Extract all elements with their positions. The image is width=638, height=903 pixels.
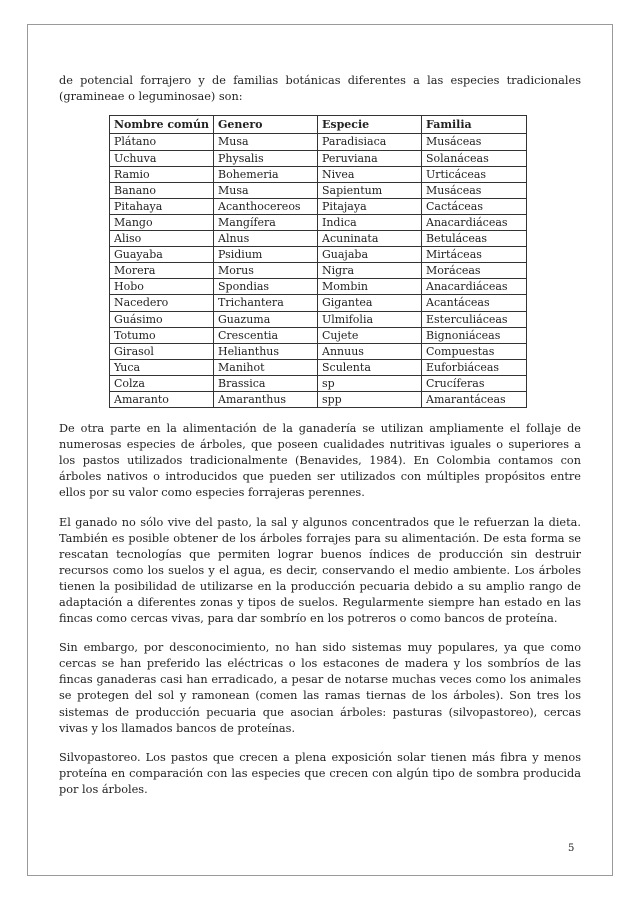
table-row [110, 391, 527, 407]
table-row [110, 343, 527, 359]
cell-genero: Alnus [214, 231, 318, 247]
cell-nombre-comun: Guayaba [110, 247, 214, 263]
cell-especie: Ulmifolia [318, 311, 422, 327]
cell-genero: Crescentia [214, 327, 318, 343]
table-row [110, 375, 527, 391]
cell-genero: Morus [214, 263, 318, 279]
cell-familia: Acantáceas [422, 295, 527, 311]
cell-nombre-comun: Plátano [110, 134, 214, 150]
cell-especie: Nigra [318, 263, 422, 279]
cell-familia: Euforbiáceas [422, 359, 527, 375]
cell-familia: Anacardiáceas [422, 279, 527, 295]
cell-genero: Trichantera [214, 295, 318, 311]
cell-familia: Amarantáceas [422, 391, 527, 407]
cell-especie: Mombin [318, 279, 422, 295]
cell-familia: Compuestas [422, 343, 527, 359]
cell-genero: Amaranthus [214, 391, 318, 407]
cell-familia: Crucíferas [422, 375, 527, 391]
table-row [110, 295, 527, 311]
table-header-row [110, 116, 527, 134]
paragraph-1: De otra parte en la alimentación de la ganadería se utilizan ampliamente el follaje de numerosas especies de árboles, que poseen cualidades nutritivas iguales o superiores a los pastos utilizados tradicionalmente (Benavides, 1984). En Colombia contamos con árboles nativos o introducidos que pueden ser utilizados con múltiples propósitos entre ellos por su valor como especies forrajeras perennes. [59, 422, 581, 500]
cell-nombre-comun: Uchuva [110, 150, 214, 166]
table-body [110, 134, 527, 408]
cell-especie: Paradisiaca [318, 134, 422, 150]
page-content [59, 73, 581, 798]
table-row [110, 327, 527, 343]
cell-familia: Mirtáceas [422, 247, 527, 263]
cell-especie: Peruviana [318, 150, 422, 166]
header-especie: Especie [318, 116, 422, 134]
cell-nombre-comun: Morera [110, 263, 214, 279]
cell-especie: Annuus [318, 343, 422, 359]
intro-paragraph: de potencial forrajero y de familias botánicas diferentes a las especies tradicionales (gramineae o leguminosae) son: [59, 74, 581, 104]
cell-familia: Musáceas [422, 134, 527, 150]
header-genero: Genero [214, 116, 318, 134]
table-row [110, 247, 527, 263]
table-row [110, 311, 527, 327]
cell-especie: sp [318, 375, 422, 391]
cell-nombre-comun: Ramio [110, 166, 214, 182]
page-number: 5 [568, 843, 575, 854]
table-row [110, 359, 527, 375]
cell-especie: Sapientum [318, 182, 422, 198]
cell-familia: Anacardiáceas [422, 214, 527, 230]
table-row [110, 231, 527, 247]
cell-nombre-comun: Amaranto [110, 391, 214, 407]
cell-especie: Acuninata [318, 231, 422, 247]
cell-especie: Gigantea [318, 295, 422, 311]
cell-genero: Physalis [214, 150, 318, 166]
cell-nombre-comun: Mango [110, 214, 214, 230]
header-nombre-comun: Nombre común [110, 116, 214, 134]
cell-familia: Cactáceas [422, 198, 527, 214]
cell-nombre-comun: Girasol [110, 343, 214, 359]
cell-genero: Brassica [214, 375, 318, 391]
cell-genero: Spondias [214, 279, 318, 295]
cell-genero: Guazuma [214, 311, 318, 327]
cell-genero: Acanthocereos [214, 198, 318, 214]
cell-especie: Cujete [318, 327, 422, 343]
table-row [110, 279, 527, 295]
cell-especie: Nivea [318, 166, 422, 182]
table-row [110, 214, 527, 230]
table-row [110, 166, 527, 182]
cell-nombre-comun: Nacedero [110, 295, 214, 311]
table-row [110, 150, 527, 166]
paragraph-4: Silvopastoreo. Los pastos que crecen a plena exposición solar tienen más fibra y menos proteína en comparación con las especies que crecen con algún tipo de sombra producida por los árboles. [59, 750, 581, 796]
cell-genero: Helianthus [214, 343, 318, 359]
cell-familia: Bignoniáceas [422, 327, 527, 343]
cell-familia: Betuláceas [422, 231, 527, 247]
species-table [109, 115, 527, 408]
cell-especie: Pitajaya [318, 198, 422, 214]
cell-nombre-comun: Pitahaya [110, 198, 214, 214]
cell-especie: Guajaba [318, 247, 422, 263]
paragraph-3: Sin embargo, por desconocimiento, no han sido sistemas muy populares, ya que como cercas se han preferido las eléctricas o los estacones de madera y los sombríos de las fincas ganaderas casi han erradicado, a pesar de notarse muchas veces como los animales se protegen del sol y ramonean (comen las ramas tiernas de los árboles). Son tres los sistemas de producción pecuaria que asocian árboles: pasturas (silvopastoreo), cercas vivas y los llamados bancos de proteínas. [59, 641, 581, 735]
cell-familia: Urticáceas [422, 166, 527, 182]
cell-genero: Musa [214, 182, 318, 198]
cell-nombre-comun: Hobo [110, 279, 214, 295]
cell-nombre-comun: Aliso [110, 231, 214, 247]
cell-familia: Musáceas [422, 182, 527, 198]
cell-especie: Indica [318, 214, 422, 230]
cell-nombre-comun: Banano [110, 182, 214, 198]
table-row [110, 182, 527, 198]
cell-familia: Solanáceas [422, 150, 527, 166]
cell-nombre-comun: Yuca [110, 359, 214, 375]
cell-nombre-comun: Colza [110, 375, 214, 391]
cell-nombre-comun: Guásimo [110, 311, 214, 327]
table-row [110, 134, 527, 150]
cell-nombre-comun: Totumo [110, 327, 214, 343]
cell-genero: Bohemeria [214, 166, 318, 182]
cell-especie: spp [318, 391, 422, 407]
table-row [110, 263, 527, 279]
cell-familia: Moráceas [422, 263, 527, 279]
table-row [110, 198, 527, 214]
header-familia: Familia [422, 116, 527, 134]
cell-familia: Esterculiáceas [422, 311, 527, 327]
cell-genero: Mangífera [214, 214, 318, 230]
cell-genero: Musa [214, 134, 318, 150]
cell-especie: Sculenta [318, 359, 422, 375]
paragraph-2: El ganado no sólo vive del pasto, la sal y algunos concentrados que le refuerzan la dieta. También es posible obtener de los árboles forrajes para su alimentación. De esta forma se rescatan tecnologías que permiten lograr buenos índices de producción sin destruir recursos como los suelos y el agua, es decir, conservando el medio ambiente. Los árboles tienen la posibilidad de utilizarse en la producción pecuaria debido a su amplio rango de adaptación a diferentes zonas y tipos de suelos. Regularmente siempre han estado en las fincas como cercas vivas, para dar sombrío en los potreros o como bancos de proteína. [59, 515, 581, 626]
cell-genero: Psidium [214, 247, 318, 263]
cell-genero: Manihot [214, 359, 318, 375]
